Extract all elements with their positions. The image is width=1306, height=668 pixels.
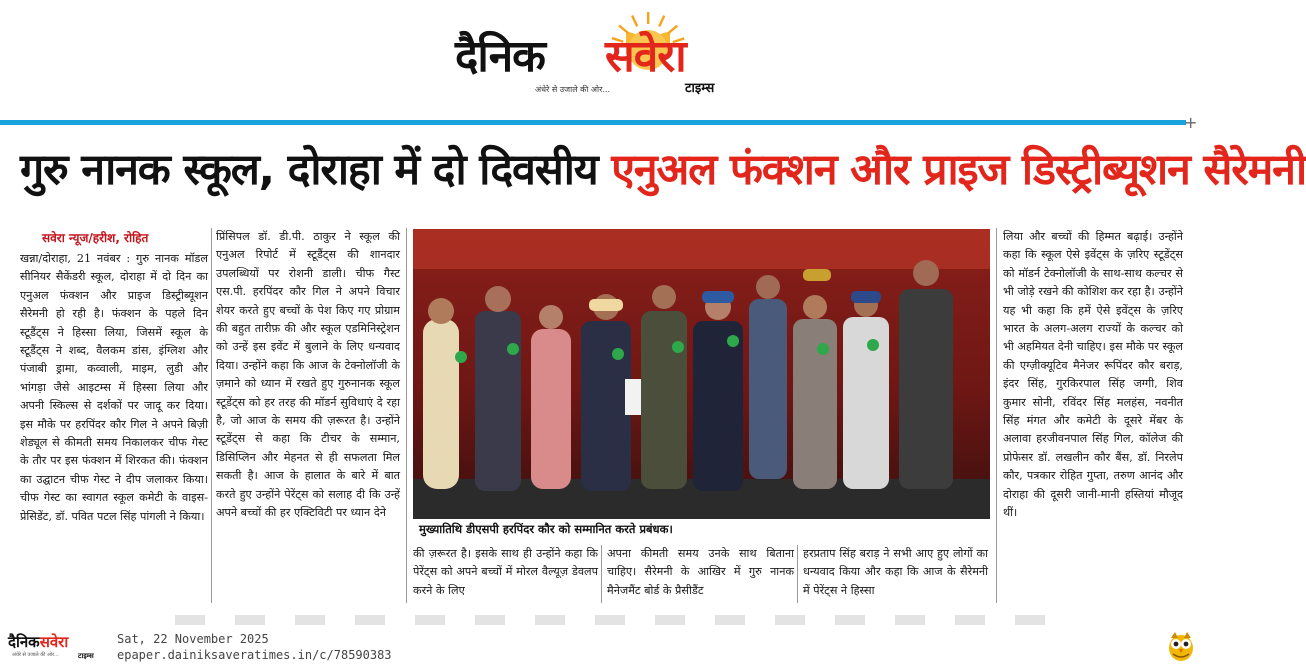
footer-stamp bbox=[117, 631, 392, 663]
owl-icon[interactable] bbox=[1166, 630, 1196, 662]
photo-caption: मुख्यातिथि डीएसपी हरपिंदर कौर को सम्मानित करते प्रबंधक। bbox=[419, 522, 673, 536]
column-divider bbox=[406, 228, 407, 603]
footer-logo-tagline: अंधेरे से उजाले की ओर... bbox=[12, 652, 59, 658]
article-column-3: लिया और बच्चों की हिम्मत बढ़ाई। उन्होंने कहा कि स्कूल ऐसे इवेंट्स के ज़रिए स्टूडेंट्स को मॉडर्न टेक्नोलॉजी के साथ-साथ कल्चर से भी जोड़े रखने की कोशिश कर रहा है। उन्होंने यह भी कहा कि हमें ऐसे इवेंट्स के ज़रिए भारत के अलग-अलग राज्यों के कल्चर को भी अहमियत देनी चाहिए। इस मौके पर स्कूल की एग्ज़ीक्यूटिव मैनेजर रूपिंदर कौर बराड़, इंदर सिंह, गुरकिरपाल सिंह जग्गी, शिव कुमार सोनी, रविंदर सिंह मलहंस, नवनीत सिंह मंगत और कमेटी के दूसरे मेंबर के अलावा हरजीवनपाल सिंह गिल, कॉलेज की प्रोफेसर डॉ. लखलीन कौर बैंस, डॉ. निरलेप कौर, पत्रकार रोहित गुप्ता, तरुण आनंद और दोराहा की दूसरी जानी-मानी हस्तियां मौजूद थीं। bbox=[1003, 230, 1183, 520]
headline-part-red: एनुअल फंक्शन और प्राइज डिस्ट्रीब्यूशन सैरेमनी bbox=[611, 145, 1306, 195]
event-photo[interactable] bbox=[413, 229, 990, 519]
logo-word-dainik: दैनिक bbox=[455, 31, 545, 82]
event-photo-illustration bbox=[413, 229, 990, 519]
masthead bbox=[0, 0, 1201, 118]
article-headline bbox=[20, 138, 1306, 206]
next-article-bleed bbox=[175, 615, 1075, 625]
logo-word-times: टाइम्स bbox=[685, 81, 715, 96]
column-divider bbox=[601, 545, 602, 603]
article-column-2: प्रिंसिपल डॉ. डी.पी. ठाकुर ने स्कूल की एनुअल रिपोर्ट में स्टूडैंट्स की शानदार उपलब्धियों पर रोशनी डाली। चीफ गैस्ट एस.पी. हरपिंदर कौर गिल ने अपने विचार शेयर करते हुए बच्चों के पेश किए गए प्रोग्राम की बहुत तारीफ़ की और स्कूल एडमिनिस्ट्रेशन को उन्हें इस इवेंट में बुलाने के लिए धन्यवाद दिया। उन्होंने कहा कि आज के टेक्नोलॉजी के ज़माने को ध्यान में रखते हुए गुरुनानक स्कूल स्टूडेंट्स को हर तरह की मॉडर्न सुविधाएं दे रहा है, जो आज के समय की ज़रूरत है। उन्होंने स्टूडेंट्स से कहा कि टीचर के सम्मान, डिसिप्लिन और मेहनत से ही सफलता मिल सकती है। आज के हालात के बारे में बात करते हुए उन्होंने पेरेंट्स को सलाह दी कि उन्हें अपने बच्चों की हर एक्टिविटी पर ध्यान देने bbox=[216, 230, 400, 520]
column-divider bbox=[996, 228, 997, 603]
column-divider bbox=[797, 545, 798, 603]
footer-strip bbox=[0, 625, 1201, 668]
article-column-4: की ज़रूरत है। इसके साथ ही उन्होंने कहा कि पेरेंट्स को अपने बच्चों में मोरल वैल्यूज़ डेवलप करने के लिए bbox=[413, 547, 598, 597]
logo-word-savera: सवेरा bbox=[605, 31, 686, 82]
epaper-url[interactable]: epaper.dainiksaveratimes.in/c/78590383 bbox=[117, 648, 392, 662]
article-column-5: अपना कीमती समय उनके साथ बिताना चाहिए। सैरेमनी के आखिर में गुरु नानक मैनेजमैंट बोर्ड के प्रैसीडैंट bbox=[607, 547, 794, 597]
column-divider bbox=[211, 228, 212, 603]
article-column-1: खन्ना/दोराहा, 21 नवंबर : गुरु नानक मॉडल सीनियर सैकेंडरी स्कूल, दोराहा में दो दिन का एनुअल फंक्शन और प्राइज डिस्ट्रीब्यूशन सैरेमनी हो रही है। फंक्शन के पहले दिन स्टूडैंट्स ने हिस्सा लिया, जिसमें स्कूल के स्टूडैंट्स ने शब्द, वैलकम डांस, इंग्लिश और पंजाबी ड्रामा, कव्वाली, माइम, लुडी और भांगड़ा जैसे आइटम्स में हिस्सा लिया और अपनी स्किल्स से दर्शकों पर जादू कर दिया। इस मौके पर हरपिंदर कौर गिल ने अपने बिज़ी शेड्यूल से कीमती समय निकालकर चीफ गेस्ट के तौर पर इस फंक्शन में शिरकत की। फंक्शन का उद्घाटन चीफ गेस्ट ने दीप जलाकर किया। चीफ गेस्ट का स्वागत स्कूल कमेटी के वाइस-प्रेसिडेंट, डॉ. पवित पटल सिंह पांगली ने किया। bbox=[20, 252, 208, 523]
footer-logo[interactable] bbox=[8, 632, 108, 664]
footer-logo-times: टाइम्स bbox=[78, 652, 94, 660]
headline-part-black: गुरु नानक स्कूल, दोराहा में दो दिवसीय bbox=[20, 145, 612, 195]
article-column-6: हरप्रताप सिंह बराड़ ने सभी आए हुए लोगों का धन्यवाद किया और कहा कि आज के सैरेमनी में पेरेंट्स ने हिस्सा bbox=[803, 547, 988, 597]
footer-logo-word-savera: सवेरा bbox=[39, 633, 69, 651]
newspaper-logo[interactable] bbox=[455, 4, 755, 96]
logo-tagline: अंधेरे से उजाले की ओर... bbox=[535, 85, 611, 94]
footer-logo-word-dainik: दैनिक bbox=[8, 633, 40, 651]
byline: सवेरा न्यूज/हरीश, रोहित bbox=[42, 231, 149, 245]
edition-date: Sat, 22 November 2025 bbox=[117, 632, 269, 646]
section-rule bbox=[0, 120, 1186, 125]
crop-mark-icon: + bbox=[1184, 113, 1198, 132]
